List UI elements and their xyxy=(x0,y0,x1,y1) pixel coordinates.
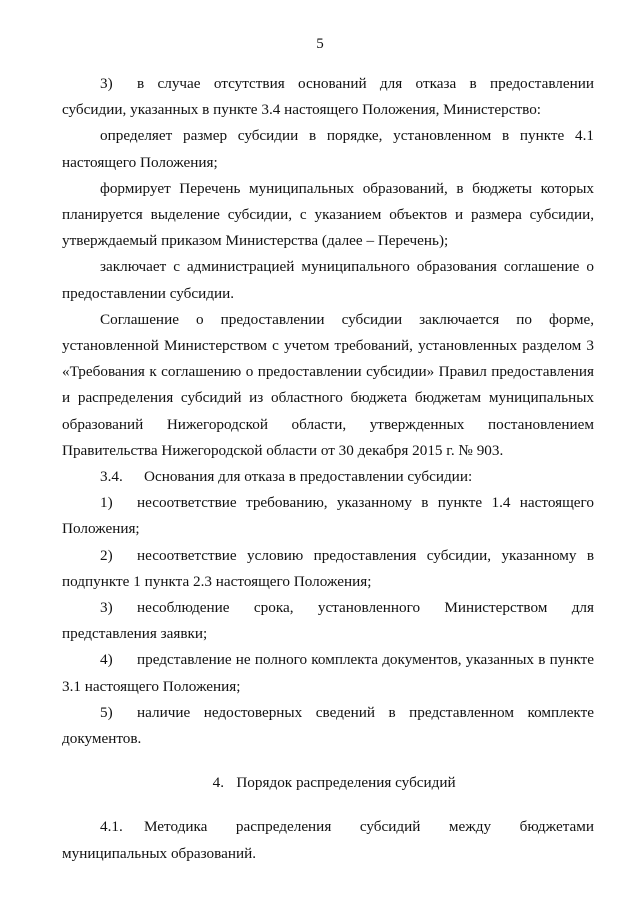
list-item xyxy=(62,543,594,595)
list-item-text: несоблюдение срока, установленного Министерством для представления заявки; xyxy=(62,599,594,643)
page-number: 5 xyxy=(316,36,324,52)
paragraph-text: Методика распределения субсидий между бюджетами муниципальных образований. xyxy=(62,818,594,862)
paragraph-text: в случае отсутствия оснований для отказа в предоставлении субсидии, указанных в пункте 3.4 настоящего Положения, Министерство: xyxy=(62,75,594,119)
item-number: 5) xyxy=(100,703,113,721)
list-item-text: наличие недостоверных сведений в представленном комплекте документов. xyxy=(62,703,594,748)
section-number: 4. xyxy=(212,774,225,792)
item-number: 4.1. xyxy=(100,818,123,836)
paragraph xyxy=(62,71,594,123)
list-item-text: несоответствие условию предоставления субсидии, указанному в подпункте 1 пункта 2.3 настоящего Положения; xyxy=(62,546,594,590)
paragraph xyxy=(62,814,594,866)
section-heading xyxy=(62,770,594,796)
paragraph-text: формирует Перечень муниципальных образований, в бюджеты которых планируется выделение субсидии, с указанием объектов и размера субсидии, утверждаемый приказом Министерства (далее – Перечень); xyxy=(62,179,594,250)
list-item xyxy=(62,595,594,647)
paragraph-text: Основания для отказа в предоставлении субсидии: xyxy=(144,468,473,486)
item-number: 4) xyxy=(100,651,113,669)
document-body xyxy=(62,71,594,867)
item-number: 3) xyxy=(100,75,113,92)
item-number: 3.4. xyxy=(100,468,123,486)
list-item xyxy=(62,647,594,699)
paragraph-text: Соглашение о предоставлении субсидии заключается по форме, установленной Министерством с учетом требований, установленных разделом 3 «Требования к соглашению о предоставлении субсидии» Правил предоставления и распределения субсидий из областного бюджета бюджетам муниципальных образований Нижегородской области, утвержденных постановлением Правительства Нижегородской области от 30 декабря 2015 г. № 903. xyxy=(62,310,594,459)
paragraph xyxy=(62,254,594,306)
list-item xyxy=(62,700,594,752)
list-item-text: несоответствие требованию, указанному в пункте 1.4 настоящего Положения; xyxy=(62,494,594,538)
list-item xyxy=(62,490,594,542)
paragraph-text: заключает с администрацией муниципального образования соглашение о предоставлении субсидии. xyxy=(62,258,594,302)
paragraph xyxy=(62,123,594,175)
item-number: 2) xyxy=(100,546,113,564)
item-number: 1) xyxy=(100,494,113,512)
item-number: 3) xyxy=(100,599,113,617)
paragraph xyxy=(62,464,594,490)
paragraph-text: определяет размер субсидии в порядке, установленном в пункте 4.1 настоящего Положения; xyxy=(62,127,594,171)
section-title: Порядок распределения субсидий xyxy=(236,774,456,792)
list-item-text: представление не полного комплекта документов, указанных в пункте 3.1 настоящего Положения; xyxy=(62,651,594,695)
paragraph xyxy=(62,307,594,464)
paragraph xyxy=(62,176,594,255)
